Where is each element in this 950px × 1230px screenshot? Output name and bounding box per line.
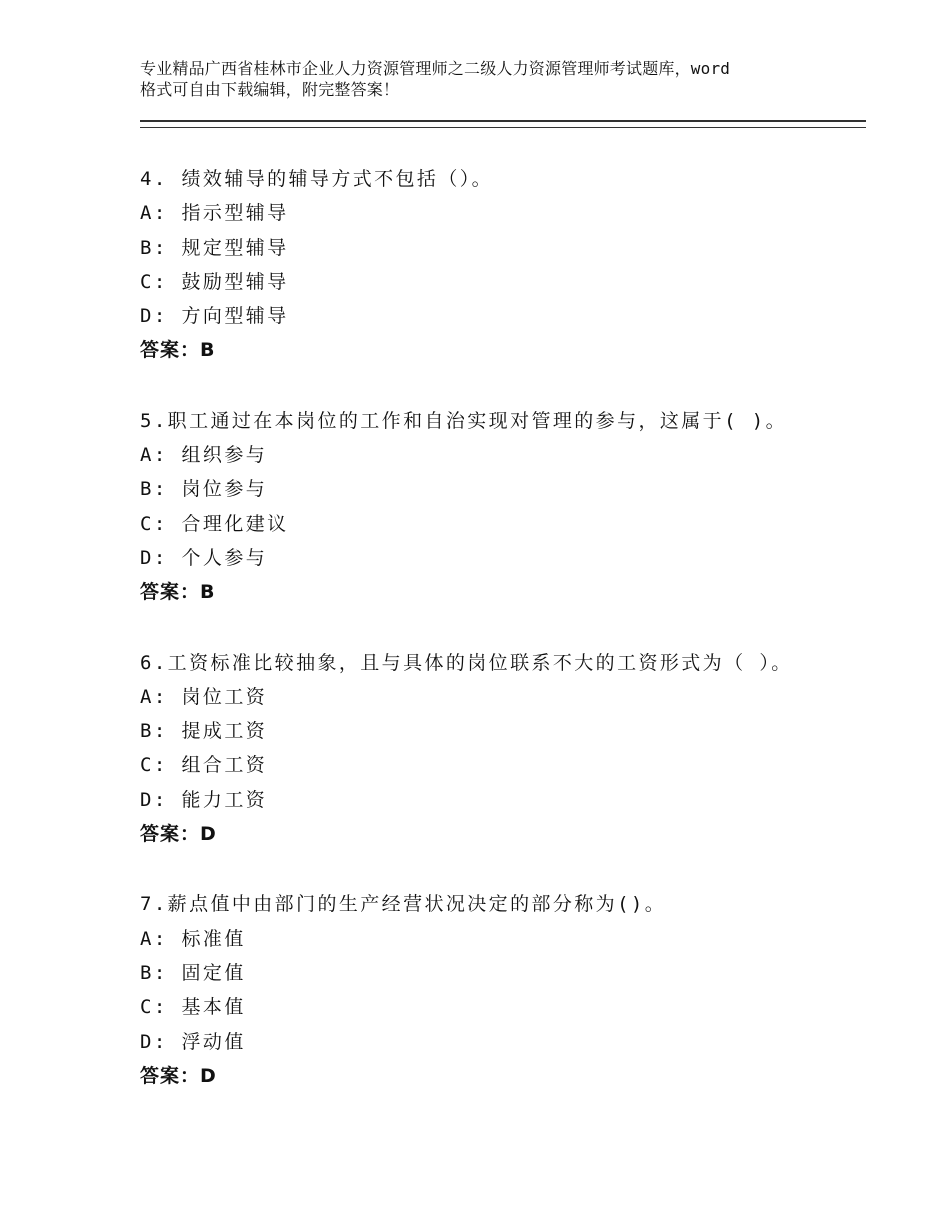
option-b: B: 提成工资 xyxy=(140,720,268,743)
question-title: 5.职工通过在本岗位的工作和自治实现对管理的参与，这属于( )。 xyxy=(140,409,787,432)
answer: 答案：B xyxy=(140,581,216,604)
answer: 答案：B xyxy=(140,339,216,362)
option-a: A: 组织参与 xyxy=(140,444,268,467)
option-a: A: 指示型辅导 xyxy=(140,202,289,225)
header-line-1: 专业精品广西省桂林市企业人力资源管理师之二级人力资源管理师考试题库，word xyxy=(140,59,731,78)
question-6 xyxy=(140,646,860,852)
option-b: B: 规定型辅导 xyxy=(140,236,289,259)
question-4 xyxy=(140,162,860,368)
answer: 答案：D xyxy=(140,823,217,846)
document-header xyxy=(140,58,840,100)
option-d: D: 浮动值 xyxy=(140,1030,246,1053)
option-d: D: 个人参与 xyxy=(140,546,268,569)
option-d: D: 能力工资 xyxy=(140,788,268,811)
option-c: C: 组合工资 xyxy=(140,754,268,777)
question-title: 6.工资标准比较抽象，且与具体的岗位联系不大的工资形式为（ ）。 xyxy=(140,651,793,674)
option-d: D: 方向型辅导 xyxy=(140,305,289,328)
question-title: 4. 绩效辅导的辅导方式不包括（）。 xyxy=(140,168,494,190)
question-title: 7.薪点值中由部门的生产经营状况决定的部分称为()。 xyxy=(140,893,667,916)
question-7 xyxy=(140,887,860,1093)
header-divider xyxy=(140,120,866,128)
answer: 答案：D xyxy=(140,1064,217,1087)
option-c: C: 鼓励型辅导 xyxy=(140,270,289,293)
option-a: A: 岗位工资 xyxy=(140,685,268,708)
question-5 xyxy=(140,404,860,610)
option-a: A: 标准值 xyxy=(140,927,246,950)
question-list xyxy=(140,162,860,1129)
header-line-2: 格式可自由下载编辑，附完整答案！ xyxy=(140,80,400,99)
option-c: C: 基本值 xyxy=(140,996,246,1019)
option-c: C: 合理化建议 xyxy=(140,512,289,535)
option-b: B: 固定值 xyxy=(140,961,246,984)
option-b: B: 岗位参与 xyxy=(140,478,268,501)
